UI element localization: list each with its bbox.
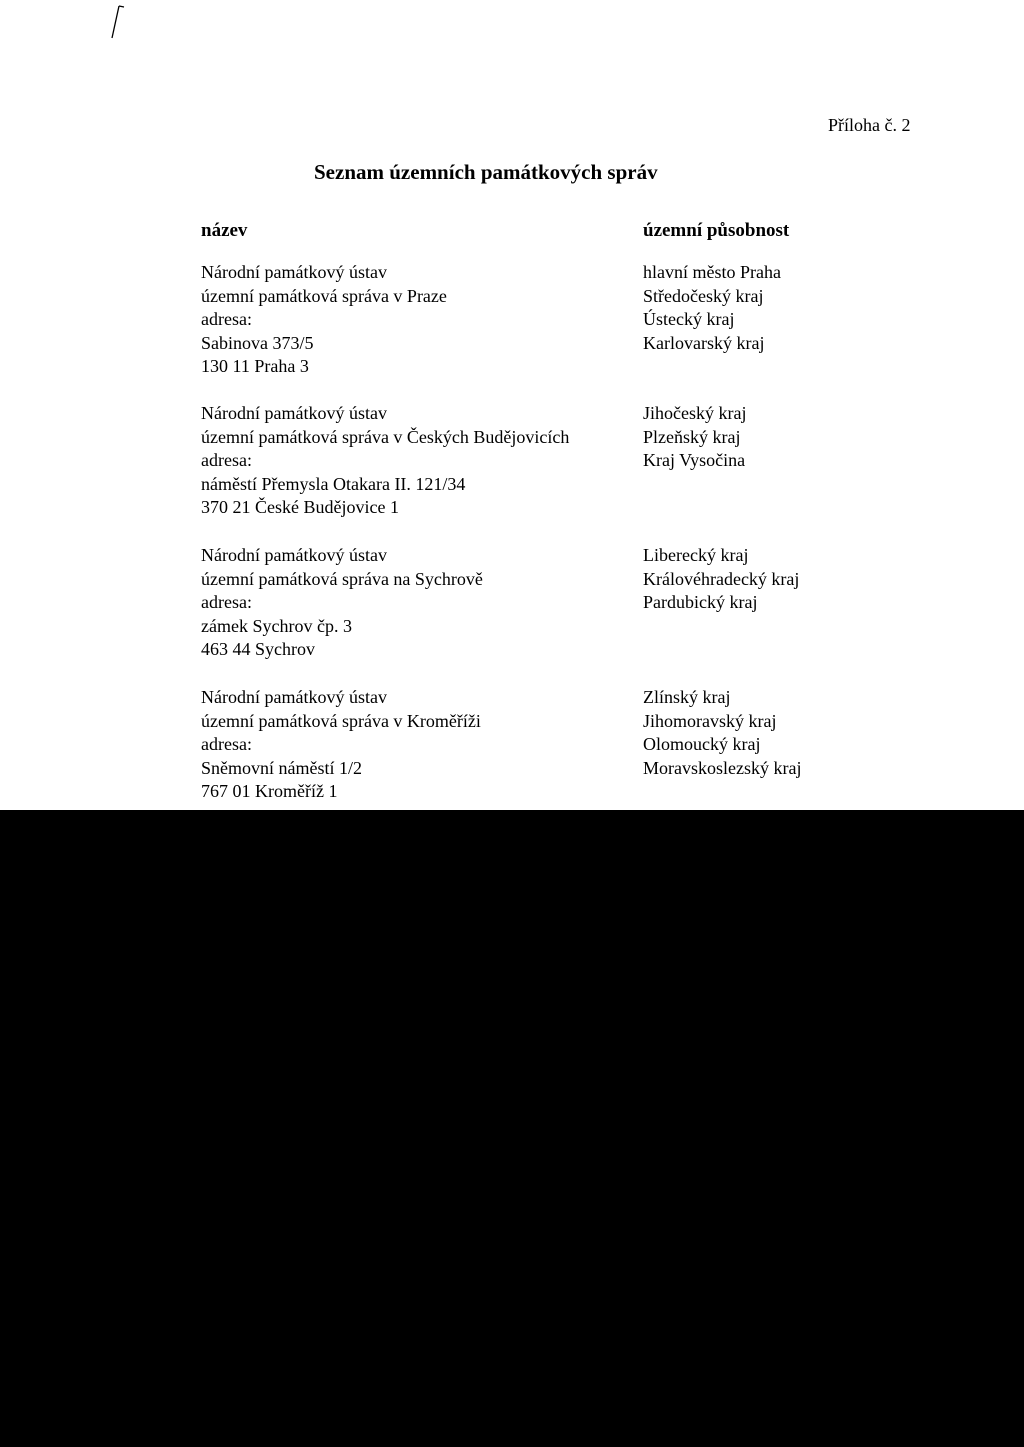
region-item: Středočeský kraj bbox=[643, 285, 764, 306]
document-title: Seznam územních památkových správ bbox=[314, 160, 658, 184]
address-label: adresa: bbox=[201, 450, 252, 470]
region-list bbox=[643, 686, 801, 780]
address-city: 130 11 Praha 3 bbox=[201, 356, 309, 376]
pen-mark bbox=[108, 2, 128, 42]
region-list bbox=[643, 402, 746, 473]
region-item: Olomoucký kraj bbox=[643, 734, 761, 754]
office-name: územní památková správa v Praze bbox=[201, 285, 447, 306]
address-city: 370 21 České Budějovice 1 bbox=[201, 497, 399, 517]
region-item: Plzeňský kraj bbox=[643, 426, 741, 447]
address-street: Sabinova 373/5 bbox=[201, 332, 314, 353]
address-street: Sněmovní náměstí 1/2 bbox=[201, 757, 362, 778]
annex-label: Příloha č. 2 bbox=[828, 115, 911, 135]
region-item: Ústecký kraj bbox=[643, 309, 735, 329]
address-city: 767 01 Kroměříž 1 bbox=[201, 781, 338, 801]
office-name: územní památková správa v Kroměříži bbox=[201, 710, 481, 731]
region-item: Zlínský kraj bbox=[643, 687, 731, 707]
office-details bbox=[201, 544, 483, 662]
region-item: hlavní město Praha bbox=[643, 262, 781, 282]
office-details bbox=[201, 261, 447, 379]
office-details bbox=[201, 686, 481, 804]
address-label: adresa: bbox=[201, 309, 252, 329]
office-details bbox=[201, 402, 569, 520]
region-item: Pardubický kraj bbox=[643, 592, 758, 612]
region-item: Jihomoravský kraj bbox=[643, 710, 777, 731]
institution-name: Národní památkový ústav bbox=[201, 262, 387, 282]
institution-name: Národní památkový ústav bbox=[201, 545, 387, 565]
office-name: územní památková správa na Sychrově bbox=[201, 568, 483, 589]
column-header-name: název bbox=[201, 220, 248, 241]
address-street: náměstí Přemysla Otakara II. 121/34 bbox=[201, 473, 466, 494]
address-label: adresa: bbox=[201, 592, 252, 612]
region-list bbox=[643, 261, 781, 355]
region-item: Jihočeský kraj bbox=[643, 403, 747, 423]
region-item: Moravskoslezský kraj bbox=[643, 757, 802, 778]
institution-name: Národní památkový ústav bbox=[201, 687, 387, 707]
region-item: Kraj Vysočina bbox=[643, 450, 746, 470]
region-item: Královéhradecký kraj bbox=[643, 568, 800, 589]
region-item: Karlovarský kraj bbox=[643, 332, 765, 353]
address-city: 463 44 Sychrov bbox=[201, 639, 315, 659]
office-name: územní památková správa v Českých Budějovicích bbox=[201, 426, 570, 447]
column-header-scope: územní působnost bbox=[643, 220, 790, 241]
institution-name: Národní památkový ústav bbox=[201, 403, 387, 423]
region-item: Liberecký kraj bbox=[643, 545, 749, 565]
address-street: zámek Sychrov čp. 3 bbox=[201, 615, 352, 636]
address-label: adresa: bbox=[201, 734, 252, 754]
region-list bbox=[643, 544, 799, 615]
